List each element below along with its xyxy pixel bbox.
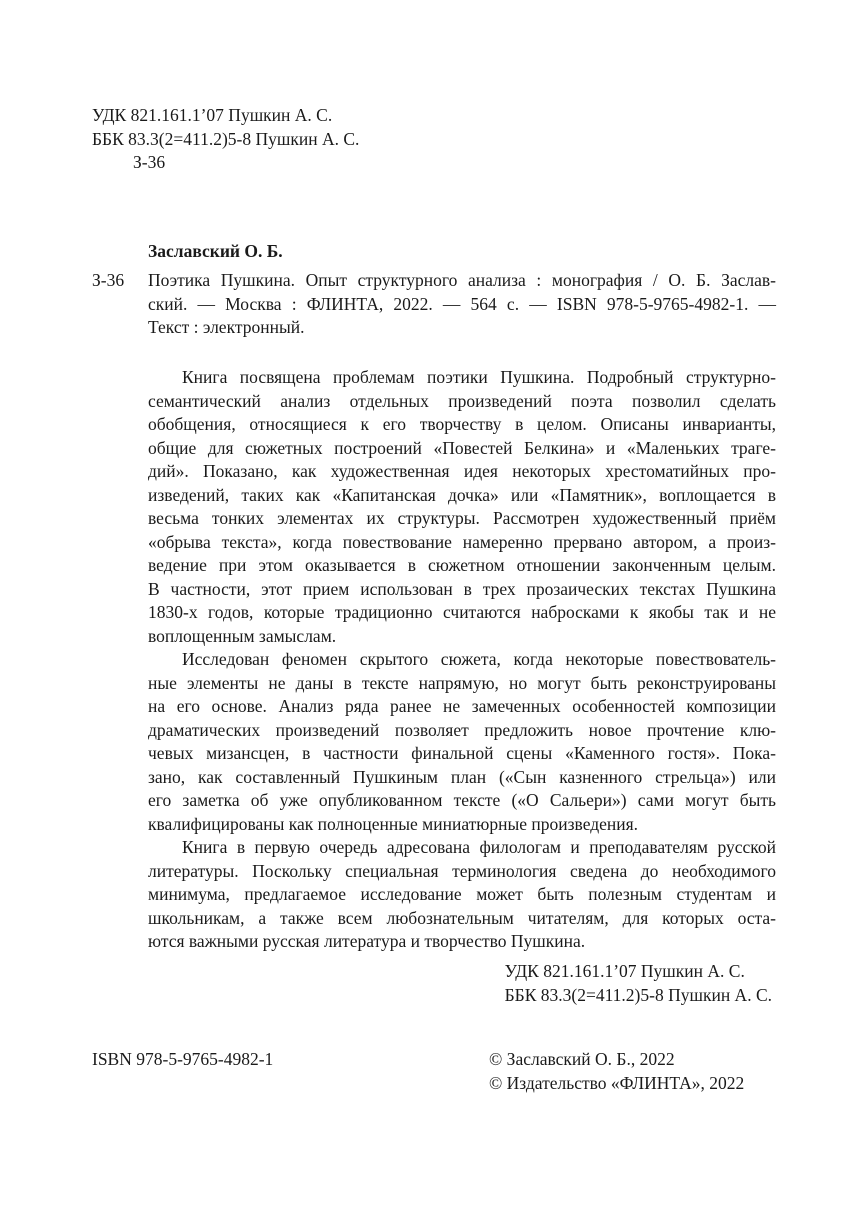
udk-code: УДК 821.161.1’07 Пушкин А. С. — [92, 105, 333, 125]
bib-line: Поэтика Пушкина. Опыт структурного анализа : монография / О. Б. Заслав- — [148, 270, 776, 290]
bib-line: Текст : электронный. — [148, 317, 305, 337]
annotation-line: минимума, предлагаемое исследование может быть полезным студентам и — [148, 884, 776, 904]
annotation-line: на его основе. Анализ ряда ранее не замеченных особенностей композиции — [148, 696, 776, 716]
udk-code-bottom: УДК 821.161.1’07 Пушкин А. С. — [504, 961, 745, 981]
annotation-line: общие для сюжетных построений «Повестей Белкина» и «Маленьких траге- — [148, 437, 776, 458]
annotation-line: весьма тонких элементах их структуры. Рассмотрен художественный приём — [148, 508, 776, 528]
bibliographic-description — [148, 269, 776, 340]
annotation-line: ные элементы не даны в тексте напрямую, но могут быть реконструированы — [148, 672, 776, 693]
annotation-line: зано, как составленный Пушкиным план («Сын казненного стрельца») или — [148, 766, 776, 787]
annotation-line: 1830-х годов, которые традиционно считаются набросками к якобы так и не — [148, 602, 776, 622]
author-mark: З-36 — [133, 152, 166, 172]
annotation-line: квалифицированы как полноценные миниатюрные произведения. — [148, 813, 639, 834]
annotation-line: ведение при этом оказывается в сюжетном отношении законченным целым. — [148, 555, 776, 575]
annotation-line: литературы. Поскольку специальная терминология сведена до необходимого — [148, 860, 776, 881]
annotation-line: Книга в первую очередь адресована филологам и преподавателям русской — [182, 837, 776, 857]
classification-block-top — [92, 104, 359, 175]
annotation-line: обобщения, относящиеся к его творчеству в целом. Описаны инварианты, — [148, 414, 776, 434]
bib-line: ский. — Москва : ФЛИНТА, 2022. — 564 с. — ISBN 978-5-9765-4982-1. — — [148, 293, 776, 314]
annotation-line: воплощенным замыслам. — [148, 625, 337, 646]
annotation-line: изведений, таких как «Капитанская дочка» или «Памятник», воплощается в — [148, 484, 776, 505]
bbk-code: ББК 83.3(2=411.2)5-8 Пушкин А. С. — [92, 128, 360, 149]
copyright-block — [489, 1048, 744, 1095]
annotation-line: школьникам, а также всем любознательным читателям, для которых оста- — [148, 907, 776, 928]
annotation-line: его заметка об уже опубликованном тексте («О Сальери») сами могут быть — [148, 790, 776, 810]
annotation-text — [148, 366, 776, 954]
bbk-code-bottom: ББК 83.3(2=411.2)5-8 Пушкин А. С. — [504, 984, 772, 1005]
annotation-line: драматических произведений позволяет предложить новое прочтение клю- — [148, 719, 776, 740]
classification-block-bottom — [505, 960, 772, 1007]
copyright-publisher: © Издательство «ФЛИНТА», 2022 — [489, 1072, 745, 1093]
annotation-line: семантический анализ отдельных произведений поэта позволил сделать — [148, 390, 776, 411]
copyright-author: © Заславский О. Б., 2022 — [489, 1049, 675, 1069]
annotation-line: дий». Показано, как художественная идея некоторых хрестоматийных про- — [148, 461, 776, 481]
annotation-line: В частности, этот прием использован в трех прозаических текстах Пушкина — [148, 578, 776, 599]
annotation-line: «обрыва текста», когда повествование намеренно прервано автором, а произ- — [148, 531, 776, 552]
catalog-author-mark: З-36 — [92, 270, 125, 290]
annotation-line: Исследован феномен скрытого сюжета, когда некоторые повествователь- — [182, 649, 776, 669]
annotation-line: Книга посвящена проблемам поэтики Пушкина. Подробный структурно- — [182, 367, 776, 387]
annotation-line: чевых мизансцен, в частности финальной сцены «Каменного гостя». Пока- — [148, 743, 776, 763]
annotation-line: ются важными русская литература и творчество Пушкина. — [148, 931, 586, 951]
author-name: Заславский О. Б. — [148, 241, 283, 261]
isbn: ISBN 978-5-9765-4982-1 — [92, 1049, 274, 1069]
